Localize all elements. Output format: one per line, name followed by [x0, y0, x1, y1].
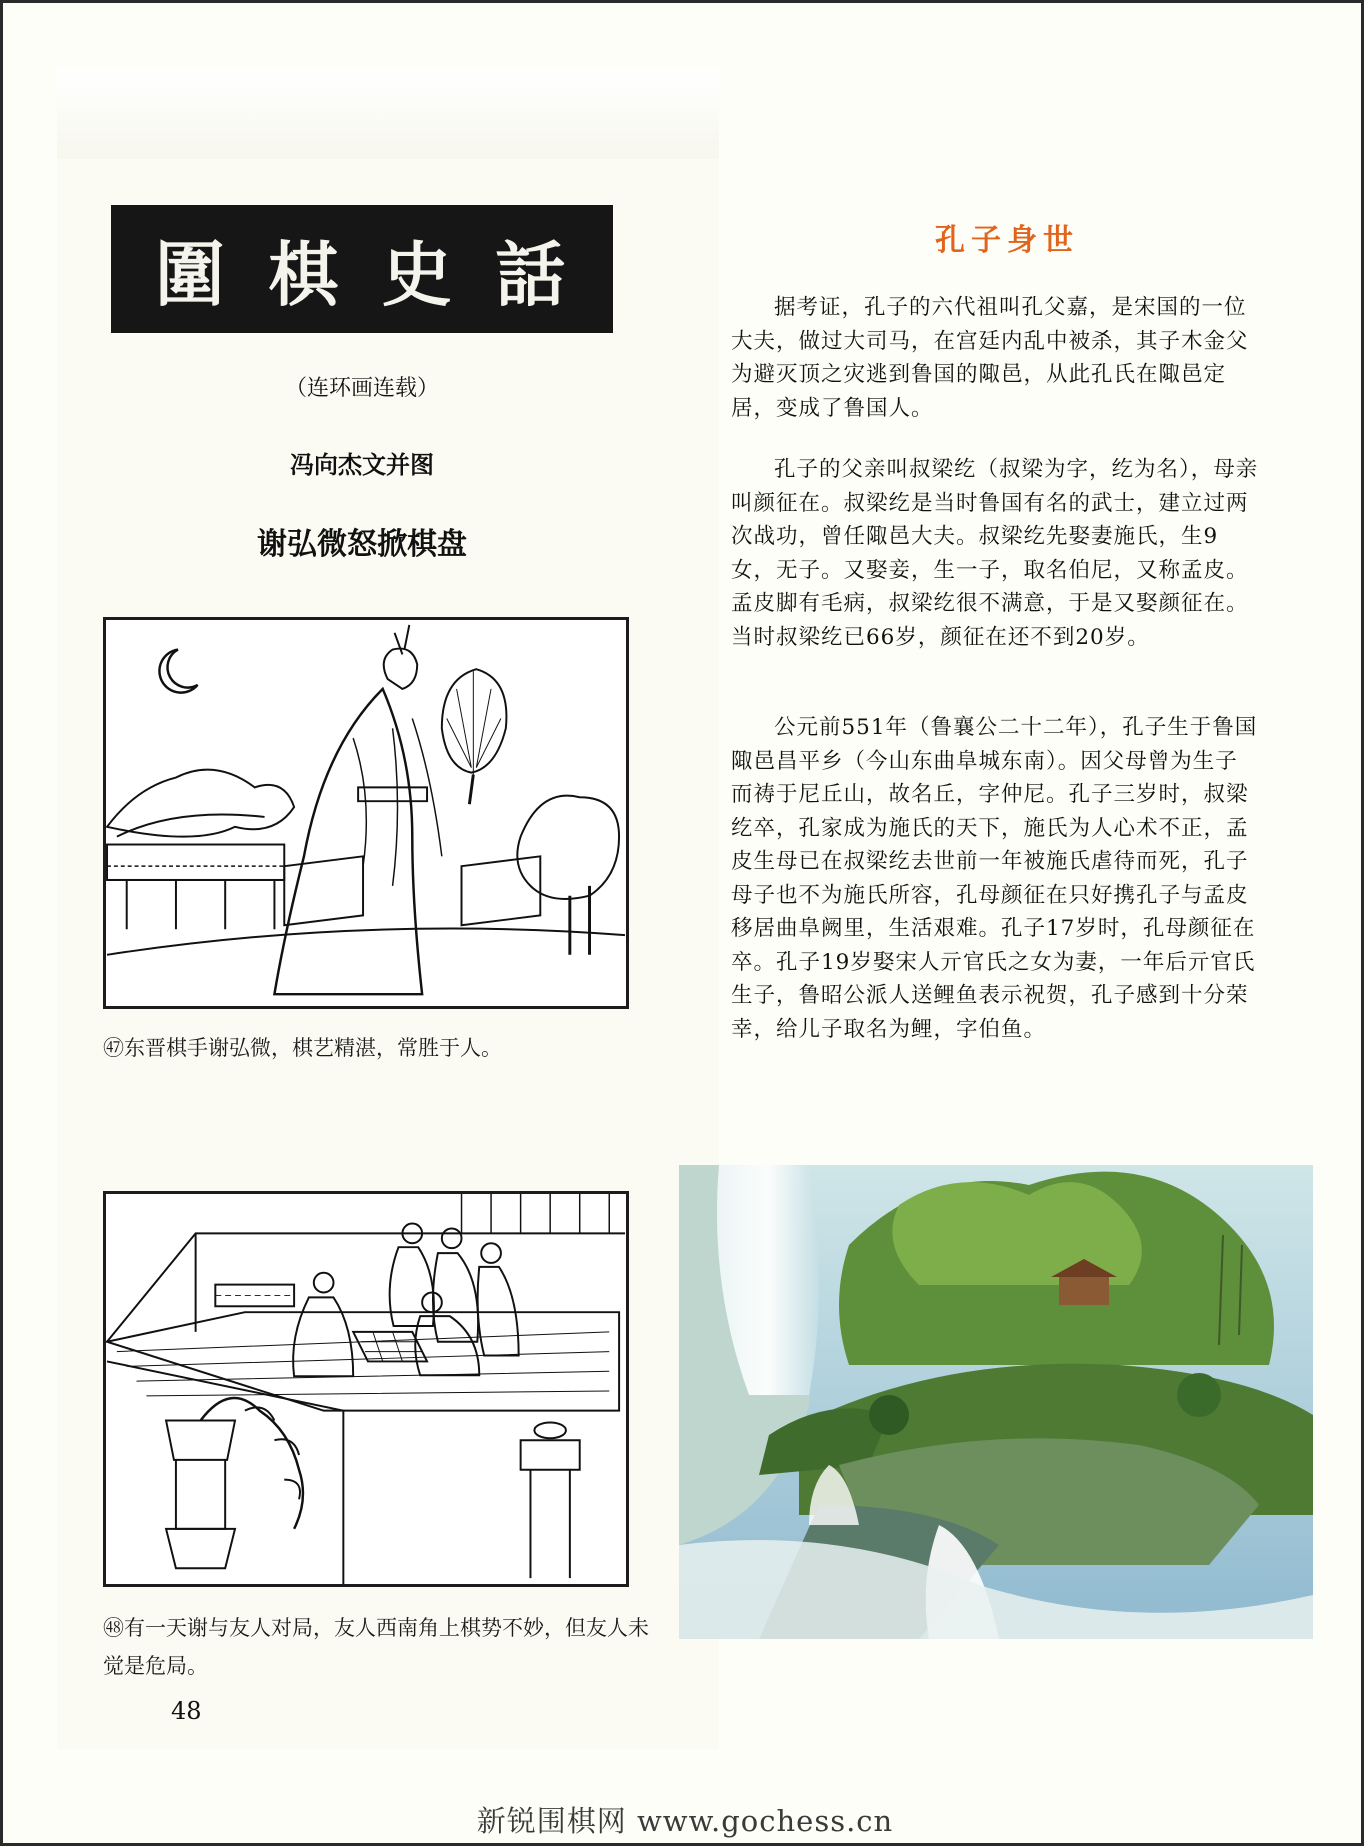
caption-panel-58: ㊽有一天谢与友人对局，友人西南角上棋势不妙，但友人未觉是危局。	[103, 1616, 649, 1678]
waterfall-landscape-icon	[679, 1165, 1313, 1639]
banner-char: 話	[495, 232, 570, 316]
article-paragraph: 公元前551年（鲁襄公二十二年），孔子生于鲁国陬邑昌平乡（今山东曲阜城东南）。因父母曾为生子而祷于尼丘山，故名丘，字仲尼。孔子三岁时，叔梁纥卒，孔家成为施氏的天下，施氏为人心术不正，孟皮生母已在叔梁纥去世前一年被施氏虐待而死，孔子母子也不为施氏所容，孔母颜征在只好携孔子与孟皮移居曲阜阙里，生活艰难。孔子17岁时，孔母颜征在卒。孔子19岁娶宋人亓官氏之女为妻，一年后亓官氏生子，鲁昭公派人送鲤鱼表示祝贺，孔子感到十分荣幸，给儿子取名为鲤，字伯鱼。	[731, 715, 1258, 1042]
footer-watermark: 新锐围棋网 www.gochess.cn	[476, 1804, 894, 1838]
go-game-illustration	[106, 1194, 626, 1584]
article-paragraph: 据考证，孔子的六代祖叫孔父嘉，是宋国的一位大夫，做过大司马，在宫廷内乱中被杀，其子木金父为避灭顶之灾逃到鲁国的陬邑，从此孔氏在陬邑定居，变成了鲁国人。	[731, 295, 1249, 421]
banner-char: 棋	[268, 232, 343, 316]
article-paragraph: 孔子的父亲叫叔梁纥（叔梁为字，纥为名），母亲叫颜征在。叔梁纥是当时鲁国有名的武士，建立过两次战功，曾任陬邑大夫。叔梁纥先娶妻施氏，生9女，无子。又娶妾，生一子，取名伯尼，又称孟皮。孟皮脚有毛病，叔梁纥很不满意，于是又娶颜征在。当时叔梁纥已66岁，颜征在还不到20岁。	[731, 457, 1259, 650]
comic-panel-go-game	[103, 1191, 629, 1587]
chapter-title: 谢弘微怒掀棋盘	[257, 527, 467, 562]
waterfall-scenery-image	[679, 1165, 1313, 1639]
scholar-illustration	[106, 620, 626, 1006]
article-title: 孔子身世	[935, 223, 1079, 258]
comic-panel-scholar	[103, 617, 629, 1009]
author-credit: 冯向杰文并图	[290, 450, 434, 479]
weiqi-history-banner	[111, 205, 613, 333]
page-number: 48	[171, 1697, 202, 1725]
banner-char: 史	[381, 232, 456, 316]
banner-char: 圍	[154, 232, 229, 316]
caption-panel-57: ㊼东晋棋手谢弘微，棋艺精湛，常胜于人。	[103, 1036, 502, 1060]
series-label: （连环画连载）	[284, 376, 439, 401]
scan-margin	[57, 69, 719, 159]
